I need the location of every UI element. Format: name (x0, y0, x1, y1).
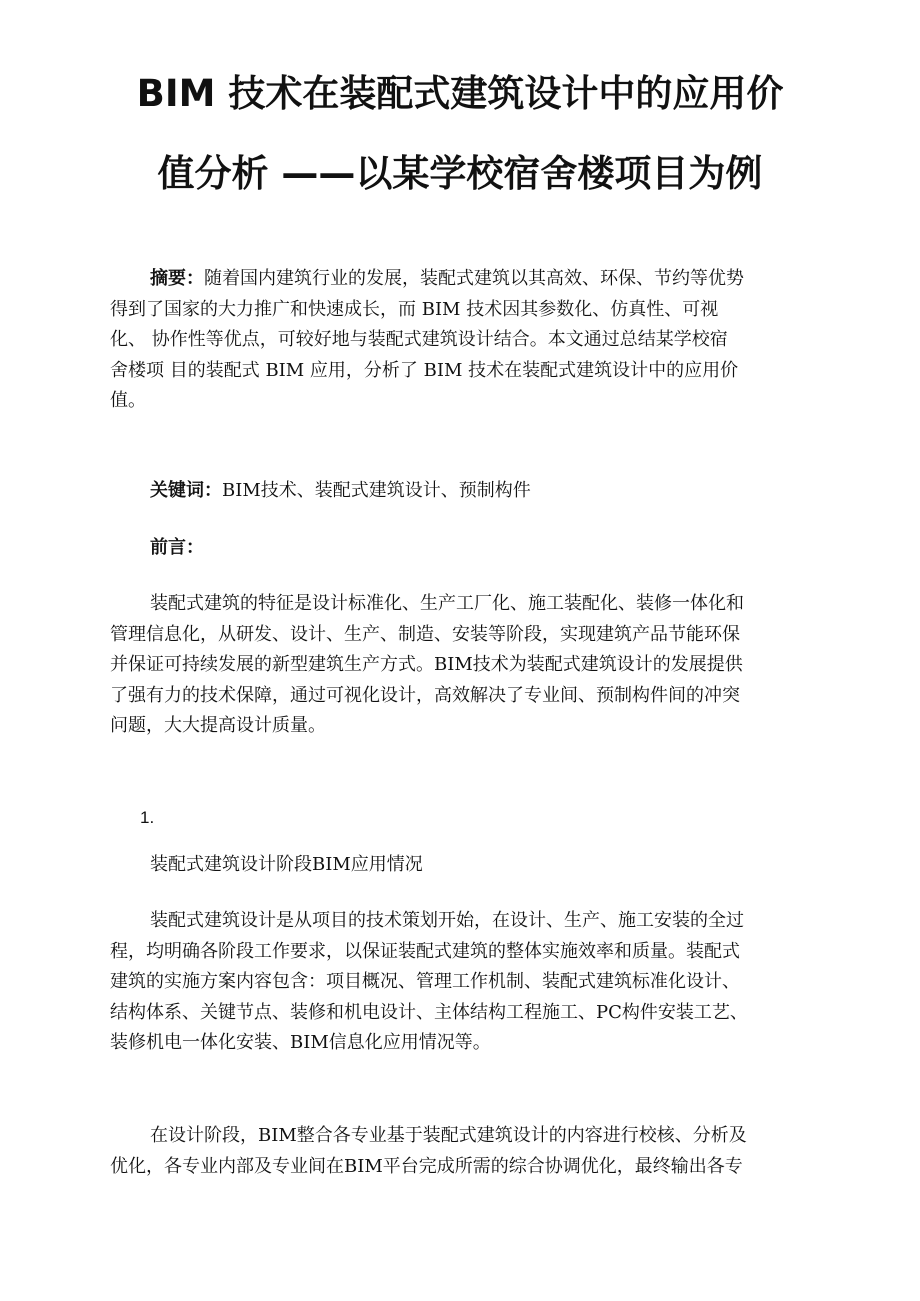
intro-text-line: 装配式建筑的特征是设计标准化、生产工厂化、施工装配化、装修一体化和 (150, 593, 744, 614)
abstract-text-line: 舍楼项 目的装配式 BIM 应用，分析了 BIM 技术在装配式建筑设计中的应用价 (110, 359, 739, 381)
abstract-label: 摘要： (150, 268, 204, 289)
section-1-heading-text: 装配式建筑设计阶段BIM应用情况 (150, 854, 423, 875)
abstract-text-line: 化、 协作性等优点，可较好地与装配式建筑设计结合。本文通过总结某学校宿 (110, 329, 728, 350)
intro-text-line: 管理信息化，从研发、设计、生产、制造、安装等阶段，实现建筑产品节能环保 (110, 623, 740, 645)
intro-text-line: 并保证可持续发展的新型建筑生产方式。BIM技术为装配式建筑设计的发展提供 (110, 654, 743, 675)
section-1-p1-line: 装配式建筑设计是从项目的技术策划开始，在设计、生产、施工安装的全过 (150, 910, 744, 931)
keywords-line (110, 476, 802, 507)
preface-heading-text: 前言： (150, 537, 204, 558)
abstract-text-line: 值。 (110, 390, 146, 411)
keywords-paragraph (110, 476, 802, 507)
intro-paragraph (110, 589, 802, 742)
preface-heading (110, 533, 802, 564)
section-1-number: 1. (140, 808, 155, 827)
abstract-text-line: 得到了国家的大力推广和快速成长，而 BIM 技术因其参数化、仿真性、可视 (110, 298, 719, 320)
section-1-heading (110, 850, 802, 881)
keywords-label: 关键词： (150, 480, 222, 501)
section-1-p2-line: 优化，各专业内部及专业间在BIM平台完成所需的综合协调优化，最终输出各专 (110, 1155, 743, 1177)
section-1-p1-line: 结构体系、关键节点、装修和机电设计、主体结构工程施工、PC构件安装工艺、 (110, 1001, 748, 1023)
abstract-paragraph (110, 264, 802, 417)
document-title-line-1: BIM 技术在装配式建筑设计中的应用价 (136, 72, 784, 115)
section-1-p2-line: 在设计阶段，BIM整合各专业基于装配式建筑设计的内容进行校核、分析及 (150, 1125, 747, 1146)
document-title-line-2: 值分析 ——以某学校宿舍楼项目为例 (157, 152, 763, 195)
section-1-paragraph-2 (110, 1121, 802, 1182)
intro-text-line: 了强有力的技术保障，通过可视化设计，高效解决了专业间、预制构件间的冲突 (110, 684, 740, 706)
abstract-text-line: 随着国内建筑行业的发展，装配式建筑以其高效、环保、节约等优势 (204, 268, 744, 289)
intro-text-line: 问题，大大提高设计质量。 (110, 715, 326, 736)
section-1-p1-line: 程，均明确各阶段工作要求，以保证装配式建筑的整体实施效率和质量。装配式 (110, 940, 740, 962)
section-1-p1-line: 装修机电一体化安装、BIM信息化应用情况等。 (110, 1032, 491, 1053)
abstract-line-1 (110, 264, 802, 295)
section-1-paragraph-1 (110, 906, 802, 1059)
keywords-text: BIM技术、装配式建筑设计、预制构件 (222, 480, 531, 501)
section-1-p1-line: 建筑的实施方案内容包含：项目概况、管理工作机制、装配式建筑标准化设计、 (110, 971, 740, 992)
